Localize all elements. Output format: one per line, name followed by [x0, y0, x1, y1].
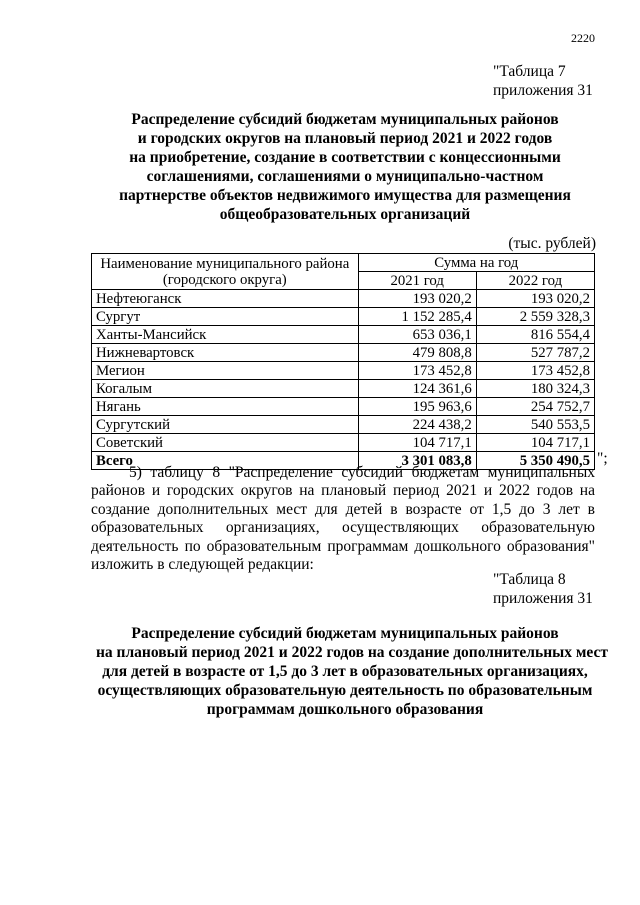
amount-2021: 479 808,8	[358, 344, 476, 362]
unit-note: (тыс. рублей)	[508, 235, 596, 252]
municipality-name: Нижневартовск	[92, 344, 359, 362]
table-row	[92, 362, 595, 380]
municipality-name: Нягань	[92, 398, 359, 416]
paragraph-line: районов и городских округов на плановый период 2021 и 2022 годов на	[91, 482, 595, 500]
table-row	[92, 308, 595, 326]
amount-2022: 540 553,5	[476, 416, 594, 434]
table7-reference-line2: приложения 31	[493, 82, 593, 99]
table8-title-line: осуществляющих образовательную деятельность по образовательным	[97, 682, 593, 699]
paragraph-line: деятельность по образовательным программам дошкольного образования"	[91, 537, 595, 555]
table-row	[92, 290, 595, 308]
table7-title	[96, 110, 594, 224]
amount-2021: 653 036,1	[358, 326, 476, 344]
table7-reference	[493, 62, 597, 100]
table-row	[92, 326, 595, 344]
table8-title-line: Распределение субсидий бюджетам муниципальных районов	[131, 625, 559, 642]
table-row	[92, 434, 595, 452]
total-label: Всего	[92, 452, 359, 470]
table-row	[92, 398, 595, 416]
municipality-name: Сургут	[92, 308, 359, 326]
table7-title-line: Распределение субсидий бюджетам муниципальных районов	[131, 111, 559, 128]
amount-2022: 527 787,2	[476, 344, 594, 362]
amount-2022: 2 559 328,3	[476, 308, 594, 326]
amount-2021: 224 438,2	[358, 416, 476, 434]
amount-2021: 173 452,8	[358, 362, 476, 380]
amount-2022: 180 324,3	[476, 380, 594, 398]
amount-2022: 193 020,2	[476, 290, 594, 308]
municipality-name: Когалым	[92, 380, 359, 398]
table8-title-line: программам дошкольного образования	[206, 701, 484, 718]
amount-2021: 193 020,2	[358, 290, 476, 308]
table8-reference-line1: "Таблица 8	[493, 571, 566, 588]
amount-2021: 195 963,6	[358, 398, 476, 416]
column-header-municipality-line1: Наименование муниципального района	[100, 255, 350, 272]
paragraph-line: создание дополнительных мест для детей в возрасте от 1,5 до 3 лет в	[91, 500, 595, 518]
table8-title	[96, 624, 608, 719]
municipality-name: Ханты-Мансийск	[92, 326, 359, 344]
page-number: 2220	[571, 31, 595, 45]
amount-2022: 816 554,4	[476, 326, 594, 344]
subsidies-table	[91, 253, 595, 470]
municipality-name: Нефтеюганск	[92, 290, 359, 308]
table-row	[92, 416, 595, 434]
table7-title-line: общеобразовательных организаций	[219, 206, 471, 223]
table-row	[92, 380, 595, 398]
amendment-paragraph	[91, 464, 595, 574]
column-header-municipality-line2: (городского округа)	[162, 271, 287, 288]
amount-2022: 254 752,7	[476, 398, 594, 416]
table-header-row	[92, 254, 595, 272]
table7-reference-line1: "Таблица 7	[493, 63, 566, 80]
table7-closing-quote: ";	[597, 450, 608, 467]
paragraph-line: образовательных организациях, осуществляющих образовательную	[91, 519, 595, 537]
table7-title-line: на приобретение, создание в соответствии с концессионными	[129, 149, 561, 166]
table7-title-line: партнерстве объектов недвижимого имущества для размещения	[119, 187, 571, 204]
table7-title-line: и городских округов на плановый период 2021 и 2022 годов	[137, 130, 553, 147]
column-header-2021: 2021 год	[358, 272, 476, 290]
table-row	[92, 344, 595, 362]
amount-2021: 104 717,1	[358, 434, 476, 452]
paragraph-line: изложить в следующей редакции:	[91, 556, 314, 574]
municipality-name: Советский	[92, 434, 359, 452]
table8-title-line: на плановый период 2021 и 2022 годов на создание дополнительных мест	[96, 644, 608, 661]
paragraph-line: 5) таблицу 8 "Распределение субсидий бюджетам муниципальных	[129, 464, 595, 481]
municipality-name: Сургутский	[92, 416, 359, 434]
total-2022: 5 350 490,5	[476, 452, 594, 470]
municipality-name: Мегион	[92, 362, 359, 380]
total-2021: 3 301 083,8	[358, 452, 476, 470]
amount-2022: 104 717,1	[476, 434, 594, 452]
amount-2021: 1 152 285,4	[358, 308, 476, 326]
amount-2022: 173 452,8	[476, 362, 594, 380]
table-body	[92, 290, 595, 470]
amount-2021: 124 361,6	[358, 380, 476, 398]
column-header-sum: Сумма на год	[358, 254, 594, 272]
column-header-2022: 2022 год	[476, 272, 594, 290]
table7-title-line: соглашениями, соглашениями о муниципально-частном	[146, 168, 544, 185]
column-header-municipality	[92, 254, 359, 290]
table8-reference-line2: приложения 31	[493, 590, 593, 607]
table8-title-line: для детей в возрасте от 1,5 до 3 лет в образовательных организациях,	[102, 663, 588, 680]
table8-reference	[493, 570, 597, 608]
